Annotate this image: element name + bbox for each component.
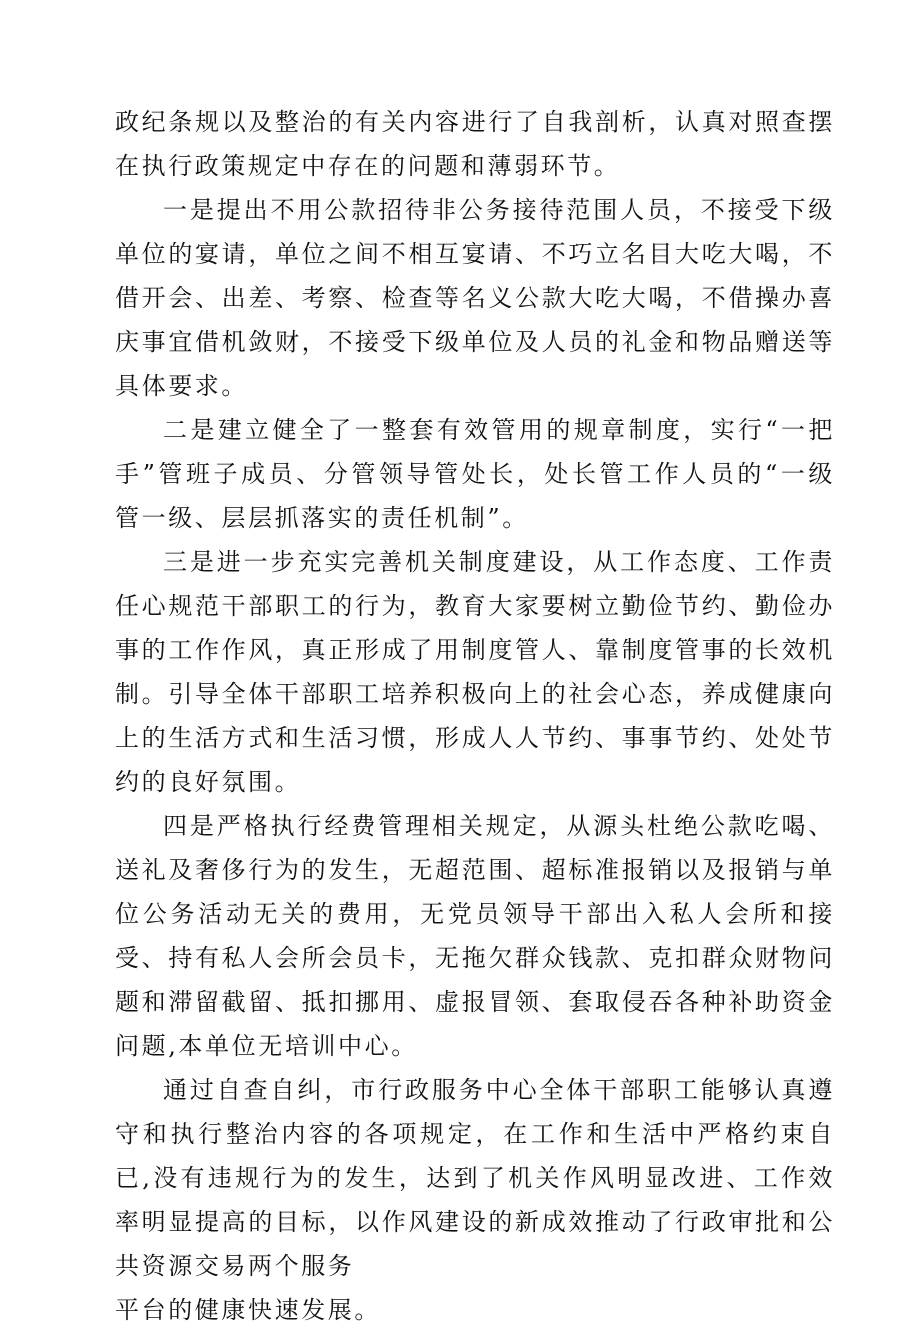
paragraph-intro-continuation: 政纪条规以及整治的有关内容进行了自我剖析，认真对照查摆在执行政策规定中存在的问题和薄弱环节。: [115, 108, 835, 180]
paragraph-point-four: 四是严格执行经费管理相关规定，从源头杜绝公款吃喝、送礼及奢侈行为的发生，无超范围、超标准报销以及报销与单位公务活动无关的费用，无党员领导干部出入私人会所和接受、持有私人会所会员卡，无拖欠群众钱款、克扣群众财物问题和滞留截留、抵扣挪用、虚报冒领、套取侵吞各种补助资金问题,本单位无培训中心。: [115, 812, 835, 1060]
document-body: [115, 100, 835, 1332]
paragraph-conclusion: 通过自查自纠，市行政服务中心全体干部职工能够认真遵守和执行整治内容的各项规定，在工作和生活中严格约束自已,没有违规行为的发生，达到了机关作风明显改进、工作效率明显提高的目标，以作风建设的新成效推动了行政审批和公共资源交易两个服务: [115, 1076, 835, 1280]
paragraph-point-three: 三是进一步充实完善机关制度建设，从工作态度、工作责任心规范干部职工的行为，教育大家要树立勤俭节约、勤俭办事的工作作风，真正形成了用制度管人、靠制度管事的长效机制。引导全体干部职工培养积极向上的社会心态，养成健康向上的生活方式和生活习惯，形成人人节约、事事节约、处处节约的良好氛围。: [115, 548, 835, 796]
paragraph-point-one: 一是提出不用公款招待非公务接待范围人员，不接受下级单位的宴请，单位之间不相互宴请、不巧立名目大吃大喝，不借开会、出差、考察、检查等名义公款大吃大喝，不借操办喜庆事宜借机敛财，不接受下级单位及人员的礼金和物品赠送等具体要求。: [115, 196, 835, 400]
paragraph-conclusion-tail: 平台的健康快速发展。: [115, 1296, 381, 1324]
paragraph-point-two: 二是建立健全了一整套有效管用的规章制度，实行“一把手”管班子成员、分管领导管处长，处长管工作人员的“一级管一级、层层抓落实的责任机制”。: [115, 416, 835, 532]
